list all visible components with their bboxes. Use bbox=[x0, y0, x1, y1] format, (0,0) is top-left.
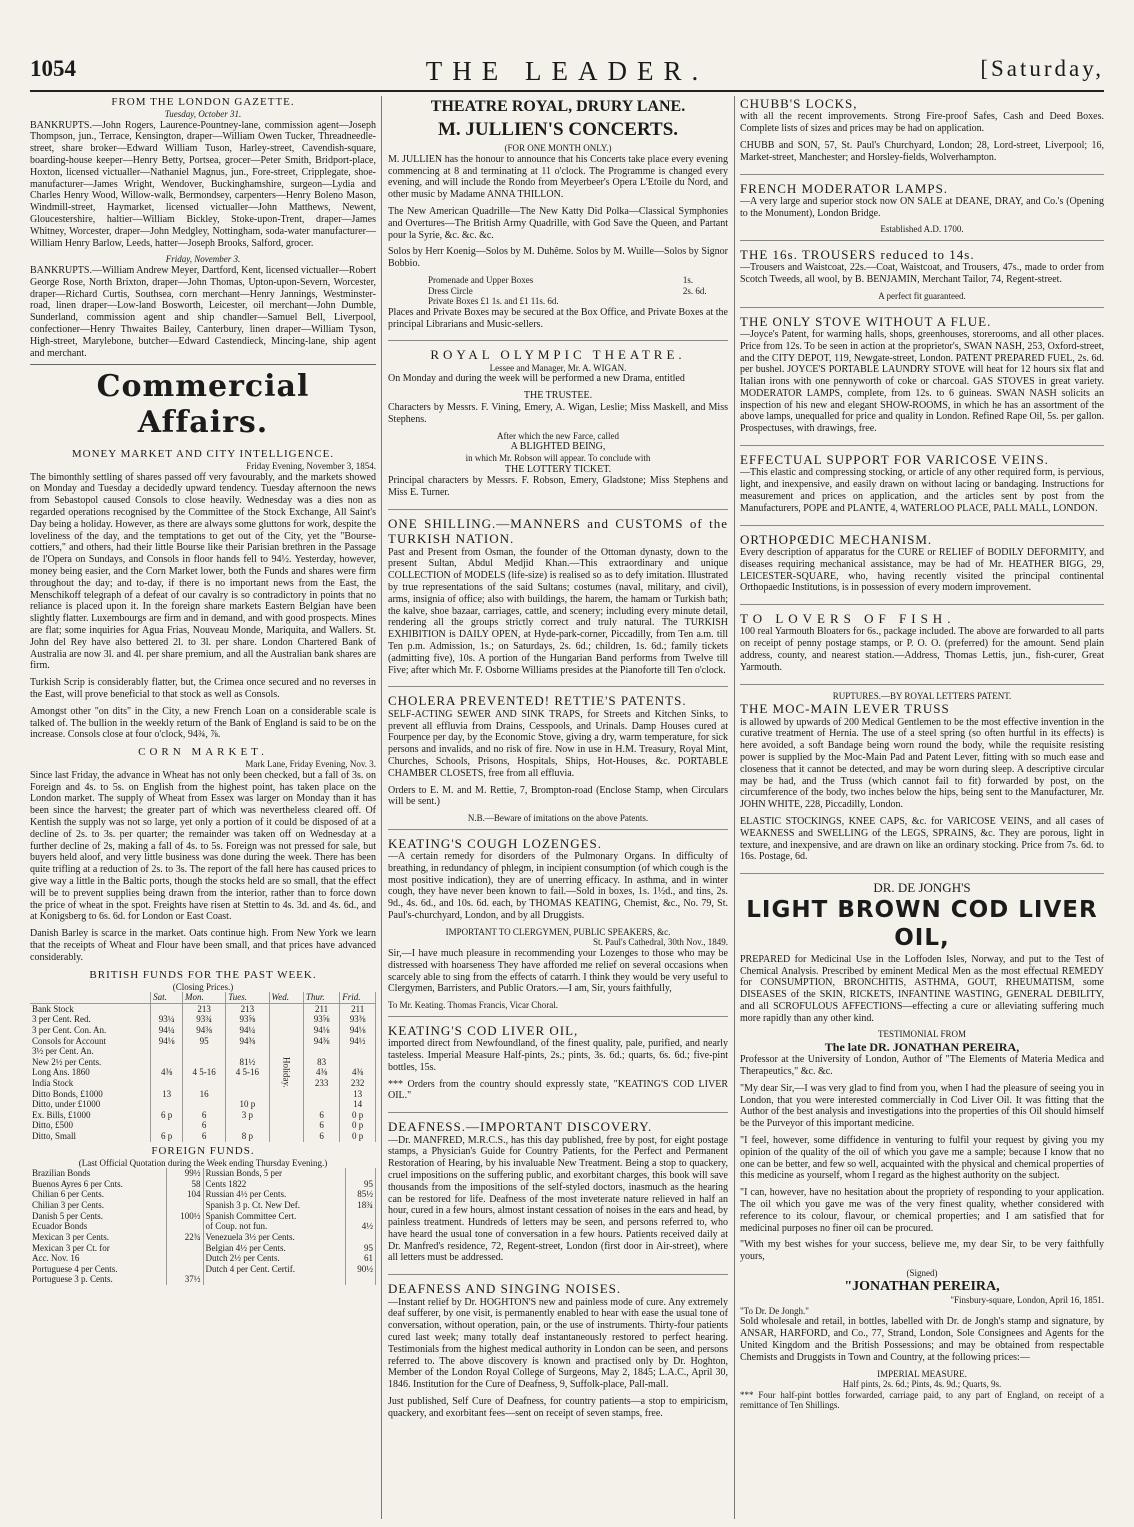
table-cell: Ditto, Small bbox=[30, 1131, 151, 1142]
table-cell: 211 bbox=[340, 1003, 376, 1014]
table-row bbox=[30, 1099, 376, 1110]
olympic-subtitle: Lessee and Manager, Mr. A. WIGAN. bbox=[489, 362, 627, 373]
table-row bbox=[30, 1089, 376, 1100]
price-list bbox=[388, 275, 728, 307]
table-cell: 22¾ bbox=[167, 1232, 203, 1243]
olympic-text: Characters by Messrs. F. Vining, Emery, A. Wigan, Leslie; Miss Maskell, and Miss Stephens. bbox=[388, 402, 728, 425]
table-cell: 4⅜ bbox=[151, 1067, 183, 1078]
deafness-text: —Dr. MANFRED, M.R.C.S., has this day published, free by post, for eight postage stamps, a Physician's Guide for Country Patients, for the Perfect and Permanent Restoration of Hearing, by his invaluable New Treatment. Being a stop to quackery, cruel impositions on the suffering public, and exorbitant charges, this book will save thousands from the impositions of the self-styled doctors, inasmuch as the hearing can be restored for life. Deafness of the most inveterate nature relieved in half an hour, cured in a few hours, almost instant cessation of noises in the ears and head, by painless treatment. Hundreds of letters may be seen, and persons referred to, who have heard the usual tone of conversation in a few hours. Patients received daily at Dr. Manfred's residence, 72, Regent-street, London (first door in Air-street), where all letters must be addressed. bbox=[388, 1134, 728, 1264]
money-heading: MONEY MARKET AND CITY INTELLIGENCE. bbox=[71, 448, 335, 461]
price-cell: Private Boxes £1 1s. and £1 11s. 6d. bbox=[428, 296, 559, 307]
jullien-text: Solos by Herr Koenig—Solos by M. Duhême. Solos by M. Wuille—Solos by Signor Bobbio. bbox=[388, 246, 728, 270]
table-row bbox=[30, 1057, 376, 1068]
table-cell: 6 bbox=[303, 1131, 339, 1142]
effectual-title: EFFECTUAL SUPPORT FOR VARICOSE VEINS. bbox=[740, 452, 1049, 468]
price-cell: 2s. 6d. bbox=[682, 285, 707, 296]
jullien-title: M. JULLIEN'S CONCERTS. bbox=[437, 118, 679, 140]
table-row bbox=[30, 1200, 376, 1211]
table-row bbox=[30, 1232, 376, 1243]
olympic-text: in which Mr. Robson will appear. To conclude with bbox=[465, 453, 651, 464]
funds-table bbox=[30, 992, 376, 1142]
table-row bbox=[30, 1221, 376, 1232]
column-divider bbox=[734, 96, 735, 1519]
table-cell bbox=[340, 1046, 376, 1057]
table-cell: 13 bbox=[151, 1089, 183, 1100]
pereira-to: "To Dr. De Jongh." bbox=[740, 1305, 809, 1316]
funds-column-header: Mon. bbox=[182, 992, 225, 1003]
table-cell: 94¼ bbox=[226, 1025, 269, 1036]
table-cell: 6 bbox=[303, 1120, 339, 1131]
testimonial-role: Professor at the University of London, Author of "The Elements of Materia Medica and Therapeutics," &c. &c. bbox=[740, 1054, 1104, 1078]
table-cell: Ex. Bills, £1000 bbox=[30, 1110, 151, 1121]
table-cell: Spanish Committee Cert. bbox=[203, 1211, 346, 1222]
table-cell: Spanish 3 p. Ct. New Def. bbox=[203, 1200, 346, 1211]
table-row bbox=[30, 1274, 376, 1285]
table-cell: of Coup. not fun. bbox=[203, 1221, 346, 1232]
ruptures-text: ELASTIC STOCKINGS, KNEE CAPS, &c. for VARICOSE VEINS, and all cases of WEAKNESS and SWELLING of the LEGS, SPRAINS, &c. They are porous, light in texture, and inexpensive, and are drawn on like an ordinary stocking. Price from 7s. 6d. to 16s. Postage, 6d. bbox=[740, 815, 1104, 863]
olympic-text: Principal characters by Messrs. F. Robson, Emery, Gladstone; Miss Stephens and Miss E. Turner. bbox=[388, 475, 728, 499]
trousers-text: A perfect fit guaranteed. bbox=[878, 290, 966, 301]
table-cell bbox=[226, 1120, 269, 1131]
theatre-title: THEATRE ROYAL, DRURY LANE. bbox=[430, 98, 686, 115]
dejongh-text: PREPARED for Medicinal Use in the Loffoden Isles, Norway, and put to the Test of Chemical Analysis. Prescribed by eminent Medical Men as the most effectual REMEDY for CONSUMPTION, BRONCHITIS, ASTHMA, GOUT, RHEUMATISM, some DISEASES of the SKIN, RICKETS, INFANTINE WASTING, GENERAL DEBILITY, and all SCROFULOUS AFFECTIONS—effecting a cure or alleviating suffering much more rapidly than any other kind. bbox=[740, 953, 1104, 1024]
keating-title: KEATING'S COUGH LOZENGES. bbox=[388, 835, 603, 851]
ortho-title: ORTHOPŒDIC MECHANISM. bbox=[740, 531, 933, 547]
funds-subheading: (Closing Prices.) bbox=[172, 981, 234, 992]
section-title: Commercial Affairs. bbox=[96, 369, 310, 440]
funds-column-header: Frid. bbox=[340, 992, 376, 1003]
ruptures-text: is allowed by upwards of 200 Medical Gentlemen to be the most effective invention in the curative treatment of Hernia. The use of a steel spring (so often hurtful in its effects) is here avoided, a soft Bandage being worn round the body, while the requisite resisting power is supplied by the Moc-Main Pad and Patent Lever, fitting with so much ease and closeness that it cannot be detected, and may be worn during sleep. A descriptive circular may be had, and the Truss (which cannot fail to fit) forwarded by post, on the circumference of the body, two inches below the hips, being sent to the Manufacturer, Mr. JOHN WHITE, 228, Piccadilly, London. bbox=[740, 716, 1104, 811]
chubb-text: with all the recent improvements. Strong Fire-proof Safes, Cash and Deed Boxes. Complete lists of sizes and prices may be had on application. bbox=[740, 111, 1104, 135]
fish-text: 100 real Yarmouth Bloaters for 6s., package included. The above are forwarded to all parts on receipt of penny postage stamps, or P. O. O. (preferred) for the amount. Send plain address, county, and nearest station.—Address, Thomas Lettis, jun., fish-curer, Great Yarmouth. bbox=[740, 626, 1104, 673]
table-cell: Portuguese 4 per Cents. bbox=[30, 1264, 167, 1275]
table-cell: 0 p bbox=[340, 1110, 376, 1121]
table-cell bbox=[346, 1211, 376, 1222]
testimonial-text: "My dear Sir,—I was very glad to find from you, when I had the pleasure of seeing you in London, that you were interested commercially in Cod Liver Oil. It was fitting that the Author of the best analysis and investigations into the properties of this Oil should himself be the Purveyor of this important medicine. bbox=[740, 1082, 1104, 1130]
trousers-title: THE 16s. TROUSERS reduced to 14s. bbox=[740, 247, 975, 263]
cholera-text: Orders to E. M. and M. Rettie, 7, Brompton-road (Enclose Stamp, when Circulars will be sent.) bbox=[388, 784, 728, 808]
codliver-title: KEATING'S COD LIVER OIL, bbox=[388, 1022, 579, 1038]
table-cell: 94½ bbox=[340, 1036, 376, 1047]
table-cell: 16 bbox=[182, 1089, 225, 1100]
foreign-heading: FOREIGN FUNDS. bbox=[151, 1144, 255, 1157]
keating-date: St. Paul's Cathedral, 30th Nov., 1849. bbox=[592, 937, 728, 948]
corn-article: Danish Barley is scarce in the market. Oats continue high. From New York we learn that the receipts of Wheat and Flour have been small, and that prices have advanced considerably. bbox=[30, 928, 376, 963]
table-cell: Venezuela 3½ per Cents. bbox=[203, 1232, 346, 1243]
singing-title: DEAFNESS AND SINGING NOISES. bbox=[388, 1281, 622, 1297]
jullien-text: M. JULLIEN has the honour to announce that his Concerts take place every evening commencing at 8 and terminating at 11 o'clock. The Programme is changed every evening, and will include the Rondo from Meyerbeer's Opera L'Etoile du Nord, and other music by Madame ANNA THILLON. bbox=[388, 153, 728, 201]
table-cell: 6 bbox=[182, 1120, 225, 1131]
olympic-play: THE LOTTERY TICKET. bbox=[504, 463, 612, 475]
table-cell bbox=[346, 1274, 376, 1285]
table-cell: Chilian 3 per Cents. bbox=[30, 1200, 167, 1211]
table-cell: 8 p bbox=[226, 1131, 269, 1142]
olympic-text: After which the new Farce, called bbox=[497, 430, 619, 441]
corn-date: Mark Lane, Friday Evening, Nov. 3. bbox=[245, 759, 376, 770]
table-cell: 3 p bbox=[226, 1110, 269, 1121]
table-cell: 93⅜ bbox=[340, 1014, 376, 1025]
table-cell bbox=[346, 1232, 376, 1243]
chubb-title: CHUBB'S LOCKS, bbox=[740, 96, 858, 111]
money-article: Turkish Scrip is considerably flatter, but, the Crimea once secured and no reverses in the East, will prove beneficial to that stock as well as Consols. bbox=[30, 677, 376, 701]
price-cell: Promenade and Upper Boxes bbox=[428, 275, 534, 286]
table-row bbox=[30, 1168, 376, 1179]
table-cell: 90½ bbox=[346, 1264, 376, 1275]
table-cell: India Stock bbox=[30, 1078, 151, 1089]
table-cell: 14 bbox=[340, 1099, 376, 1110]
table-cell: 94⅜ bbox=[303, 1036, 339, 1047]
table-cell: Ditto, under £1000 bbox=[30, 1099, 151, 1110]
money-article: The bimonthly settling of shares passed off very favourably, and the markets showed on Monday and Tuesday a decidedly upward tendency. Tuesday afternoon the news from Sebastopol caused Consols to close heavily. Wednesday was a dies non as regarded operations recognised by the Committee of the Stock Exchange, All Saint's Day being a holiday. However, as there are always some gluttons for work, despite the loveliness of the day, and the temptations to get out of the City, yet the "Bourse-cottiers," and others, had their little Bourse like their Parisian brethren in the Passage de l'Opera on Sundays, and Consols in floor hands fell to 94½. Yesterday, however, money being easier, and the Corn Market lower, both the Funds and shares were firm throughout the day; and to-day, if there is no important news from the East, the Menschikoff telegraph of a defeat of our cavalry is so contradictory in points that no reliance is placed upon it. In the foreign share markets Eastern Belgian have been slightly flatter. Luxembourgs are firm and in demand, and with good prospects. Mines are flat; some inquiries for Agua Frias, Nouveau Monde, Mariquita, and Wallers. St. John del Rey have also bettered 2l. to 3l. per share. London Chartered Bank of Australia are now 3l. and 4l. per share premium, and all the Australian bank shares are firm. bbox=[30, 471, 376, 672]
french-established: Established A.D. 1700. bbox=[880, 224, 964, 235]
column-1 bbox=[30, 96, 376, 1519]
table-cell: 6 bbox=[182, 1110, 225, 1121]
table-cell: Portuguese 3 p. Cents. bbox=[30, 1274, 167, 1285]
codliver-text: *** Orders from the country should expressly state, "KEATING'S COD LIVER OIL." bbox=[388, 1078, 728, 1102]
jullien-text: Places and Private Boxes may be secured at the Box Office, and Private Boxes at the principal Librarians and Music-sellers. bbox=[388, 306, 728, 330]
signed-label: (Signed) bbox=[906, 1268, 938, 1278]
keating-signature: To Mr. Keating. Thomas Francis, Vicar Choral. bbox=[388, 1000, 558, 1011]
table-cell: 213 bbox=[182, 1003, 225, 1014]
trousers-text: —Trousers and Waistcoat, 22s.—Coat, Waistcoat, and Trousers, 47s., made to order from Scotch Tweeds, all wool, by B. BENJAMIN, Merchant Tailor, 74, Regent-street. bbox=[740, 262, 1104, 286]
table-cell: Danish 5 per Cents. bbox=[30, 1211, 167, 1222]
table-cell: Belgian 4½ per Cents. bbox=[203, 1243, 346, 1254]
table-row bbox=[30, 1243, 376, 1254]
table-cell bbox=[203, 1274, 346, 1285]
table-cell: 93⅝ bbox=[226, 1014, 269, 1025]
table-cell: Ditto, £500 bbox=[30, 1120, 151, 1131]
french-text: —A very large and superior stock now ON SALE at DEANE, DRAY, and Co.'s (Opening to the Monument), London Bridge. bbox=[740, 195, 1104, 219]
table-cell: 213 bbox=[226, 1003, 269, 1014]
table-cell bbox=[226, 1089, 269, 1100]
corn-heading: CORN MARKET. bbox=[138, 746, 268, 759]
table-cell: 58 bbox=[167, 1179, 203, 1190]
gazette-bankrupts: BANKRUPTS.—William Andrew Meyer, Dartford, Kent, licensed victualler—Robert George Rose, North Brixton, draper—John Thomas, Upton-upon-Severn, Worcester, draper—Richard Curtis, Southsea, corn merchant—Henry Jannings, Westminster-road, linen draper—Low-land Bosworth, Leicester, oil merchant—John Dumble, Sunderland, commission agent and ship chandler—Samuel Bell, Liverpool, confectioner—Henry Thwaites Bailey, Canterbury, linen draper—William Tyson, High-street, Marylebone, butcher—Edward Castendieck, Mincing-lane, ship agent and merchant. bbox=[30, 264, 376, 359]
table-cell: 95 bbox=[182, 1036, 225, 1047]
table-cell: Bank Stock bbox=[30, 1003, 151, 1014]
table-cell: 61 bbox=[346, 1253, 376, 1264]
table-cell: 93⅝ bbox=[303, 1014, 339, 1025]
gazette-bankrupts: BANKRUPTS.—John Rogers, Laurence-Pountney-lane, commission agent—Joseph Thompson, jun., Terrace, Kensington, draper—William Owen Tucker, Threadneedle-street, share broker—Edward William Tuson, Harley-street, Cavendish-square, boarding-house keeper—Henry Betty, Portsea, grocer—Peter Smith, Bridport-place, Hoxton, licensed victualler—Nathaniel Magnus, jun., Fore-street, Cripplegate, shoe-manufacturer—James Wright, Wendover, Buckinghamshire, surgeon—Lydia and Charles Henry Wood, Willow-walk, Bermondsey, carpenters—Henry Boleno Mason, Windmill-street, Haymarket, licensed victualler—John Matthews, Newent, Gloucestershire, haltier—William Bickley, Stoke-upon-Trent, draper—James Whitney, Worcester, draper—John Medgley, Nottingham, soda-water manufacturer—William Henry Barlow, Leeds, hatter—Joseph Brooks, Salford, grocer. bbox=[30, 119, 376, 249]
table-cell: 4⅜ bbox=[340, 1067, 376, 1078]
table-cell: 6 p bbox=[151, 1110, 183, 1121]
funds-column-header bbox=[30, 992, 151, 1003]
cholera-title: CHOLERA PREVENTED! RETTIE'S PATENTS. bbox=[388, 693, 687, 709]
table-cell: 94⅜ bbox=[182, 1025, 225, 1036]
table-cell: 81½ bbox=[226, 1057, 269, 1068]
table-cell: New 2½ per Cents. bbox=[30, 1057, 151, 1068]
table-cell bbox=[340, 1057, 376, 1068]
newspaper-title: THE LEADER. bbox=[425, 56, 709, 86]
keating-text: Sir,—I have much pleasure in recommending your Lozenges to those who may be distressed with hoarseness They have afforded me relief on several occasions when scarcely able to sing from the effects of catarrh. I think they would be very useful to Clergymen, Barristers, and Public Orators.—I am, Sir, yours faithfully, bbox=[388, 948, 728, 995]
table-cell bbox=[167, 1243, 203, 1254]
table-cell: Consols for Account bbox=[30, 1036, 151, 1047]
table-cell bbox=[303, 1089, 339, 1100]
table-row bbox=[30, 1189, 376, 1200]
table-row bbox=[30, 1131, 376, 1142]
chubb-text: CHUBB and SON, 57, St. Paul's Churchyard, London; 28, Lord-street, Liverpool; 16, Market-street, Manchester; and Horsley-fields, Wolverhampton. bbox=[740, 139, 1104, 163]
price-cell: 1s. bbox=[682, 275, 694, 286]
table-row bbox=[30, 1014, 376, 1025]
money-article: Amongst other "on dits" in the City, a new French Loan on a considerable scale is talked of. The bullion in the weekly return of the Bank of England is said to be on the increase. Consols close at four o'clock, 94¾, ⅞. bbox=[30, 705, 376, 741]
sold-text: Sold wholesale and retail, in bottles, labelled with Dr. de Jongh's stamp and signature, by ANSAR, HARFORD, and Co., 77, Strand, London, Sole Consignees and Agents for the United Kingdom and the British Possessions; and may be obtained from respectable Chemists and Druggists in Town and Country, at the following prices:— bbox=[740, 1316, 1104, 1363]
corn-article: Since last Friday, the advance in Wheat has not only been checked, but a fall of 3s. on Foreign and 4s. to 5s. on English from the highest point, has taken place on the London market. The supply of Wheat from Essex was larger on Monday than it has been since the harvest; the greater part of which was nevertheless cleared off. Of Kentish the supply was not so large, yet only a portion of it could be disposed of at a decline of 2s. to 3s. per quarter; the remainder was taken off on Wednesday at a further decline of 2s, making a fall of 4s. to 5s. Foreign was not pressed for sale, but buyers held aloof, and very little business was done during the week. There has been quite trifling at a reduction of 2s. to 3s. The report of the fall here has caused prices to give way a little in the Baltic ports, though the stocks held are so small, that the effect will be to prevent supplies being drawn from the interior, rather than to force down the price of wheat in the spot. Freights have risen at Stettin to 4s. 3d. and 4s. 6d., and at Konigsberg to 6s. 6d. for London or East Coast. bbox=[30, 769, 376, 923]
deafness-title: DEAFNESS.—IMPORTANT DISCOVERY. bbox=[388, 1119, 653, 1135]
table-cell: Ditto Bonds, £1000 bbox=[30, 1089, 151, 1100]
footer-note: *** Four half-pint bottles forwarded, carriage paid, to any part of England, on receipt of a remittance of Ten Shillings. bbox=[740, 1389, 1104, 1411]
table-cell: 94⅜ bbox=[226, 1036, 269, 1047]
table-cell bbox=[151, 1057, 183, 1068]
table-cell bbox=[182, 1057, 225, 1068]
table-cell bbox=[226, 1046, 269, 1057]
table-cell bbox=[151, 1099, 183, 1110]
table-cell bbox=[182, 1046, 225, 1057]
olympic-text: On Monday and during the week will be performed a new Drama, entitled bbox=[388, 373, 685, 385]
table-row bbox=[30, 1253, 376, 1264]
table-cell bbox=[151, 1003, 183, 1014]
singing-text: —Instant relief by Dr. HOGHTON'S new and painless mode of cure. Any extremely deaf sufferer, by one visit, is permanently enabled to hear with ease the usual tone of conversation, without operation, pain, or the use of instruments. Thirty-four patients cured last week; many totally deaf instantaneously restored to perfect hearing. Testimonials from the highest medical authority in London can be seen, and persons referred to. The above discovery is known and practised only by Dr. Hoghton, Member of the London Royal College of Surgeons, May 2, 1845; L.A.C., April 30, 1846. Institution for the Cure of Deafness, 9, Suffolk-place, Pall-mall. bbox=[388, 1296, 728, 1391]
table-cell: Acc. Nov. 16 bbox=[30, 1253, 167, 1264]
funds-column-header: Wed. bbox=[269, 992, 303, 1003]
table-cell: Buenos Ayres 6 per Cnts. bbox=[30, 1179, 167, 1190]
table-cell: 37½ bbox=[167, 1274, 203, 1285]
table-row bbox=[30, 1025, 376, 1036]
funds-column-header: Sat. bbox=[151, 992, 183, 1003]
gazette-date: Tuesday, October 31. bbox=[164, 108, 242, 119]
table-row bbox=[30, 1078, 376, 1089]
table-cell: 104 bbox=[167, 1189, 203, 1200]
table-row bbox=[30, 1110, 376, 1121]
column-divider bbox=[381, 96, 382, 1519]
table-cell: Cents 1822 bbox=[203, 1179, 346, 1190]
olympic-play: A BLIGHTED BEING, bbox=[510, 441, 606, 453]
table-cell: 99½ bbox=[167, 1168, 203, 1179]
jullien-text: The New American Quadrille—The New Katty Did Polka—Classical Symphonies and Overtures—The British Army Quadrille, with God Save the Queen, and Partant pour la Syrie, &c. &c. &c. bbox=[388, 206, 728, 241]
table-cell: 6 p bbox=[151, 1131, 183, 1142]
table-cell: 13 bbox=[340, 1089, 376, 1100]
table-cell bbox=[182, 1078, 225, 1089]
table-cell: Ecuador Bonds bbox=[30, 1221, 167, 1232]
table-cell: 85½ bbox=[346, 1189, 376, 1200]
table-cell: Russian Bonds, 5 per bbox=[203, 1168, 346, 1179]
table-cell: 94⅛ bbox=[303, 1025, 339, 1036]
dejongh-title: LIGHT BROWN COD LIVER OIL, bbox=[746, 897, 1098, 951]
funds-column-header: Thur. bbox=[303, 992, 339, 1003]
page-number: 1054 bbox=[30, 56, 76, 81]
table-cell: 18¾ bbox=[346, 1200, 376, 1211]
table-cell: 3 per Cent. Red. bbox=[30, 1014, 151, 1025]
table-cell bbox=[167, 1264, 203, 1275]
price-cell: Dress Circle bbox=[428, 285, 473, 296]
table-cell bbox=[167, 1200, 203, 1211]
table-cell: 233 bbox=[303, 1078, 339, 1089]
ortho-text: Every description of apparatus for the CURE or RELIEF of BODILY DEFORMITY, and diseases requiring mechanical assistance, may be had of Mr. HEATHER BIGG, 29, LEICESTER-SQUARE, who, having recently visited the principal continental Orthopaedic Institutions, is in possession of every modern improvement. bbox=[740, 546, 1104, 594]
table-cell: 94⅛ bbox=[340, 1025, 376, 1036]
table-cell bbox=[151, 1120, 183, 1131]
table-cell: Dutch 2½ per Cents. bbox=[203, 1253, 346, 1264]
table-cell: 0 p bbox=[340, 1131, 376, 1142]
table-row bbox=[30, 1264, 376, 1275]
codliver-text: imported direct from Newfoundland, of the finest quality, pale, purified, and nearly tasteless. Imperial Measure Half-pints, 2s.; pints, 3s. 6d.; quarts, 6s. 6d.; five-pint bottles, 15s. bbox=[388, 1038, 728, 1073]
gazette-date: Friday, November 3. bbox=[165, 254, 241, 265]
keating-important: IMPORTANT TO CLERGYMEN, PUBLIC SPEAKERS, &c. bbox=[445, 926, 671, 937]
table-cell: Russian 4½ per Cents. bbox=[203, 1189, 346, 1200]
table-row bbox=[30, 1036, 376, 1047]
keating-text: —A certain remedy for disorders of the Pulmonary Organs. In difficulty of breathing, in redundancy of phlegm, in incipient consumption (of which cough is the most positive indication), they are of unerring efficacy. In asthma, and in winter cough, they have never been known to fail.—Sold in boxes, 1s. 1½d., and tins, 2s. 9d., 4s. 6d., and 10s. 6d. each, by THOMAS KEATING, Chemist, &c., No. 79, St. Paul's-churchyard, London, and by all Druggists. bbox=[388, 851, 728, 922]
table-cell: 95 bbox=[346, 1179, 376, 1190]
ruptures-subtitle: RUPTURES.—BY ROYAL LETTERS PATENT. bbox=[832, 690, 1012, 701]
table-cell: 93¼ bbox=[151, 1014, 183, 1025]
shilling-title: ONE SHILLING.—MANNERS and CUSTOMS of the TURKISH NATION. bbox=[388, 516, 728, 547]
table-row bbox=[30, 1120, 376, 1131]
testimonial-text: "With my best wishes for your success, believe me, my dear Sir, to be very faithfully yours, bbox=[740, 1239, 1104, 1263]
holiday-label: Holiday. bbox=[269, 1003, 303, 1141]
funds-column-header: Tues. bbox=[226, 992, 269, 1003]
olympic-play: THE TRUSTEE. bbox=[523, 390, 593, 402]
table-cell: 94⅛ bbox=[151, 1036, 183, 1047]
table-cell: 4 5-16 bbox=[182, 1067, 225, 1078]
table-cell bbox=[182, 1099, 225, 1110]
table-cell: 83 bbox=[303, 1057, 339, 1068]
funds-heading: BRITISH FUNDS FOR THE PAST WEEK. bbox=[89, 968, 317, 981]
testimonial-text: "I feel, however, some diffidence in venturing to fulfil your request by giving you my opinion of the quality of the oil of which you gave me a sample; because I know that no one can be better, and few so well, acquainted with the physical and chemical properties of this medicine as yourself, whom I regard as the highest authority on the subject. bbox=[740, 1135, 1104, 1182]
table-cell: 3 per Cent. Con. An. bbox=[30, 1025, 151, 1036]
table-cell: Dutch 4 per Cent. Certif. bbox=[203, 1264, 346, 1275]
table-cell bbox=[303, 1046, 339, 1057]
gazette-heading: FROM THE LONDON GAZETTE. bbox=[111, 96, 295, 108]
table-cell bbox=[167, 1221, 203, 1232]
table-cell: Chilian 6 per Cents. bbox=[30, 1189, 167, 1200]
column-3 bbox=[740, 96, 1104, 1519]
testimonial-text: "I can, however, have no hesitation about the propriety of responding to your application. The oil which you gave me was of the very finest quality, whether considered with reference to its colour, flavour, or chemical properties; and I am satisfied that for medicinal purposes no finer oil can be procured. bbox=[740, 1187, 1104, 1234]
money-date: Friday Evening, November 3, 1854. bbox=[246, 461, 376, 472]
table-cell: 0 p bbox=[340, 1120, 376, 1131]
table-cell bbox=[346, 1168, 376, 1179]
olympic-title: ROYAL OLYMPIC THEATRE. bbox=[430, 347, 686, 363]
table-row bbox=[30, 1067, 376, 1078]
jullien-subtitle: (FOR ONE MONTH ONLY.) bbox=[504, 143, 612, 154]
table-cell: Mexican 3 per Cents. bbox=[30, 1232, 167, 1243]
table-cell: 4½ bbox=[346, 1221, 376, 1232]
price-row bbox=[388, 275, 728, 286]
foreign-subheading: (Last Official Quotation during the Week ending Thursday Evening.) bbox=[78, 1157, 328, 1168]
table-cell: 94¼ bbox=[151, 1025, 183, 1036]
stove-title: THE ONLY STOVE WITHOUT A FLUE. bbox=[740, 313, 992, 329]
testimonial-heading: TESTIMONIAL FROM bbox=[878, 1029, 966, 1040]
effectual-text: —This elastic and compressing stocking, or article of any other required form, is pervious, light, and inexpensive, and easily drawn on without lacing or bandaging. Instructions for measurement and prices on application, and the articles sent by post from the Manufacturers, POPE and PLANTE, 4, WATERLOO PLACE, PALL MALL, LONDON. bbox=[740, 467, 1104, 514]
table-cell bbox=[303, 1099, 339, 1110]
masthead bbox=[30, 56, 1104, 90]
price-cell bbox=[681, 296, 728, 307]
stove-text: —Joyce's Patent, for warming halls, shops, greenhouses, storerooms, and all other places. Price from 12s. To be seen in action at the proprietor's, SWAN NASH, 253, Oxford-street, and the CITY DEPOT, 119, Newgate-street, London. PATENT PREPARED FUEL, 2s. 6d. per bushel. JOYCE'S PORTABLE LAUNDRY STOVE will heat for 12 hours six flat and Italian irons with one pennyworth of coke or charcoal. GAS STOVES in great variety. MODERATOR LAMPS, complete, from 12s. to 6 guineas. SWAN NASH solicits an inspection of his new and elegant SHOW-ROOMS, in which he has an assortment of the above lamps, unequalled for price and quality in London. Refined Rape Oil, 5s. per gallon. Prospectuses, with drawings, free. bbox=[740, 328, 1104, 435]
table-cell: 3½ per Cent. An. bbox=[30, 1046, 151, 1057]
table-cell bbox=[151, 1046, 183, 1057]
table-row bbox=[30, 1046, 376, 1057]
table-cell: 4 5-16 bbox=[226, 1067, 269, 1078]
table-cell: 6 bbox=[182, 1131, 225, 1142]
ruptures-title: THE MOC-MAIN LEVER TRUSS bbox=[740, 701, 950, 717]
price-row bbox=[388, 296, 728, 307]
imperial-prices: Half pints, 2s. 6d.; Pints, 4s. 9d.; Quarts, 9s. bbox=[842, 1379, 1002, 1390]
table-row bbox=[30, 1003, 376, 1014]
testimonial-name: The late DR. JONATHAN PEREIRA, bbox=[824, 1040, 1020, 1055]
table-cell: 211 bbox=[303, 1003, 339, 1014]
table-cell bbox=[151, 1078, 183, 1089]
table-cell bbox=[226, 1078, 269, 1089]
foreign-table bbox=[30, 1168, 376, 1285]
table-cell: 10 p bbox=[226, 1099, 269, 1110]
table-row bbox=[30, 1179, 376, 1190]
cholera-text: N.B.—Beware of imitations on the above Patents. bbox=[467, 813, 649, 824]
table-cell: 93¾ bbox=[182, 1014, 225, 1025]
masthead-rule bbox=[30, 90, 1104, 92]
table-cell: Brazilian Bonds bbox=[30, 1168, 167, 1179]
table-cell: 232 bbox=[340, 1078, 376, 1089]
pereira-signature: "JONATHAN PEREIRA, bbox=[844, 1278, 1000, 1294]
table-cell: 4⅜ bbox=[303, 1067, 339, 1078]
shilling-text: Past and Present from Osman, the founder of the Ottoman dynasty, down to the present Sultan, Abdul Medjid Khan.—This extraordinary and unique COLLECTION of MODELS (life-size) is realised so as to defy imitation. Illustrated by true representations of the said Sultans; costumes (naval, military, and civil), arms, insignia of office; also with buildings, the harem, the hamam or Turkish bath; the kalve, shoe bazaar, carriages, cattle, and scenery; including every minute detail, rendering all the groups strictly correct and truly natural. The TURKISH EXHIBITION is DAILY OPEN, at Hyde-park-corner, Piccadilly, from Ten a.m. till Ten p.m. Admission, 1s.; on Saturdays, 2s. 6d.; children, 1s. 6d.; family tickets (admitting five), 10s. A portion of the Hungarian Band performs from Twelve till Five; after which Mr. F. Osborne Williams presides at the Pianoforte till Ten o'clock. bbox=[388, 546, 728, 676]
table-cell: 100½ bbox=[167, 1211, 203, 1222]
column-2 bbox=[388, 96, 728, 1519]
pereira-address: "Finsbury-square, London, April 16, 1851. bbox=[950, 1295, 1104, 1306]
singing-text: Just published, Self Cure of Deafness, for country patients—a stop to empiricism, quackery, and exorbitant fees—sent on receipt of seven stamps, free. bbox=[388, 1395, 728, 1419]
fish-title: TO LOVERS OF FISH. bbox=[740, 611, 956, 627]
table-cell: 95 bbox=[346, 1243, 376, 1254]
price-row bbox=[388, 286, 728, 297]
imperial-heading: IMPERIAL MEASURE. bbox=[877, 1368, 967, 1379]
french-title: FRENCH MODERATOR LAMPS. bbox=[740, 180, 949, 196]
day-label: [Saturday, bbox=[980, 56, 1104, 81]
cholera-text: SELF-ACTING SEWER AND SINK TRAPS, for Streets and Kitchen Sinks, to prevent all effluvia from Drains, Cesspools, and Urinals. Damp Houses cured at Fourpence per day, by the Economic Stove, giving a dry, warm temperature, for sick persons and invalids, and no risk of fire. Now in use in H.M. Treasury, Royal Mint, Churches, Schools, Prisons, Hospitals, Ships, Hot-Houses, &c. PORTABLE CHAMBER CLOSETS, free from all effluvia. bbox=[388, 708, 728, 779]
table-cell: Mexican 3 per Ct. for bbox=[30, 1243, 167, 1254]
table-row bbox=[30, 1211, 376, 1222]
table-cell: 6 bbox=[303, 1110, 339, 1121]
table-cell: Long Ans. 1860 bbox=[30, 1067, 151, 1078]
table-cell bbox=[167, 1253, 203, 1264]
dejongh-subtitle: DR. DE JONGH'S bbox=[873, 880, 971, 896]
